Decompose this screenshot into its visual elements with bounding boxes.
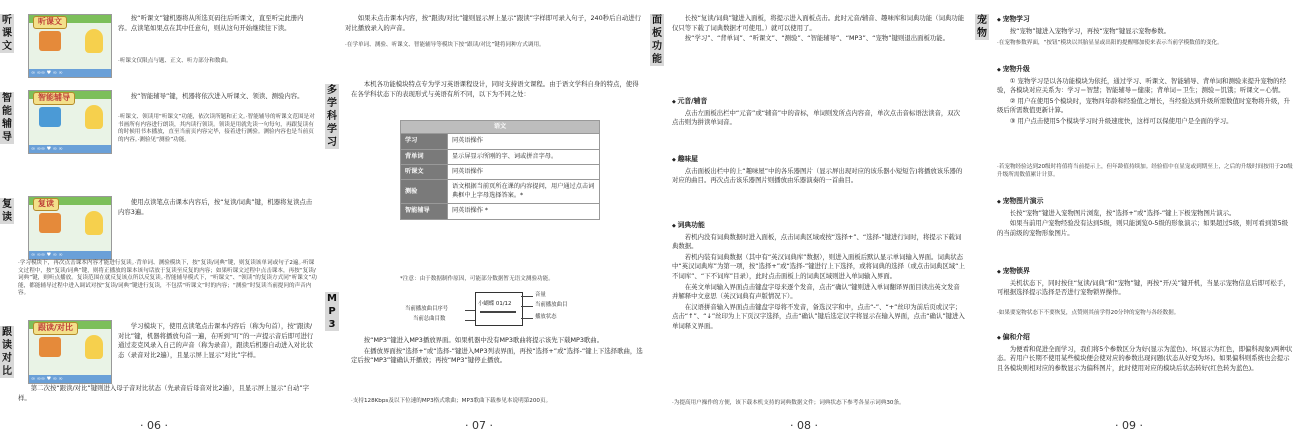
- section-fun-house: ◆ 趣味屋 点击面板出栏中的上“趣味屋”中的各乐器图片（显示屏出现对应的该乐器小短短告)将播放该乐器的对应的曲目。再次点击该乐器图片则播放由乐器演奏的一首曲目。: [672, 152, 966, 187]
- dictionary-note: ·为提高用户操作的方便，该下载本机支持的词典数据文件；词典状态下参考各显示词典30条。: [672, 400, 905, 406]
- follow-intro-note: ·在学单词、测验、听课文、智能辅导等模块下按“跟读/对比”键将同种方式调用。: [345, 42, 545, 48]
- page-number: · 06 ·: [140, 419, 168, 433]
- section-pet-lock: ◆ 宠物锁界 关机状态下，同时按住“复读/词典”和“宠物”键，再按“开/关”键开机，当显示宠物信息后即可松手，可根据选择提示选择是否进行宠物锁界操作。: [997, 264, 1293, 299]
- chinese-mode-table: [400, 120, 600, 220]
- section-tab-smart-tutor: 智 能 辅 导: [2, 93, 12, 143]
- section-tab-listen: 听 课 文: [2, 15, 12, 52]
- mp3-label-volume: 音量: [535, 292, 546, 298]
- listen-body: 按“听课文”键机器将从所选页码往后听课文，直至听完此册内容。点读笔如果点在其中任意句，则从这句开始继续往下读。: [118, 14, 304, 32]
- table-row: 智能辅导 同英语操作 *: [401, 204, 600, 219]
- pet-lock-note: ·如果要宠物状态下不要恢复，点赞则其前学得20分钟的宠物与各经数据。: [997, 310, 1180, 316]
- section-pet-learning: ◆ 宠物学习 按“宠物”键进入宠物学习，再按“宠物”键显示宠物参数。: [997, 12, 1293, 37]
- screen-illustration-smart-tutor: 智能辅导 ∞ ∞∞ ♥ ∞ ∞: [28, 90, 112, 154]
- mp3-body: 按“MP3”键进入MP3播放界面。如果机器中没有MP3歌曲将提示该先下载MP3歌曲。 在播放界面按“选择+”或“选择-”键进入MP3列表界面，再按“选择+”或“选择-”键上下选择歌曲，选定后按“MP3”键确认开播放；再按“MP3”键停止播放。: [351, 336, 643, 365]
- follow-compare-body: 学习模块下，使用点读笔点击课本内容后（称为句首），按“跟读/对比”键，机器将播放句首一遍，在听到“叮”的一声提示音后即可进行通过麦克风录入自己的声音（称为录音），跟读后机器自动进入对比状态（录音对比2遍），且显示屏上显示“对比”字样。: [118, 322, 314, 359]
- mp3-screen-diagram: 小蝴蝶 01/12: [475, 292, 523, 326]
- section-pet-pictures: ◆ 宠物图片演示 长按“宠物”键进入宠物图片浏览，按“选择+”或“选择-”键上下极宠物图片演示。 如果当前用户宠物经验没有达到5级，则只能浏览0-5级的形象演示；如果超过5级，则可看到第5级的当前级的宠物形象图片。: [997, 194, 1293, 239]
- page-06: [0, 0, 322, 442]
- listen-note: ·听课文仅限点与题、正文、听力部分和数曲。: [118, 58, 232, 64]
- table-row: 听课文 同英语操作: [401, 165, 600, 180]
- page-number: · 07 ·: [465, 419, 493, 433]
- smart-tutor-note: ·听课文、领读用“听课文”功能，依次读所题和正文。·智能辅导的听课文范围是对书画所有内容进行朗读，其内读行领读。领读是用就先读一句每句，再跟复读有的时候用书本播放，直至当前页内容完毕，接着进行测验。测验内容也是当前页的内容。·测验见“测验”功能。: [118, 114, 315, 143]
- mp3-label-state: 播放状态: [535, 314, 557, 320]
- screen-illustration-listen: 听课文 ∞ ∞∞ ♥ ∞ ∞: [28, 14, 112, 78]
- screen-illustration-repeat: 复读 ∞ ∞∞ ♥ ∞ ∞: [28, 196, 112, 260]
- section-tab-mp3: M P 3: [325, 292, 339, 331]
- section-dictionary: ◆ 词典功能 若机内没有词典数据时进入面板，点击词典区域或按“选择+”、“选择-”键进行词时，将提示下载词典数据。 若机内装有词典数据（其中有“英汉词典库”数据），则进入面板后默认显示单词输入界面。词典状态中“英汉词典库”为第一项，按“选择+”或“选择-”键进行上下选择，或将词典的选择（或点击词典区域“上不词库”、“下不词库”目录），此时点击面板上的词典区域则进入单词输入界面。 在英文单词输入界面点击键盘字母来逐个发音，点击“确认”键则进入单词翻译界面目读出英文发音并解释中文意思（英汉词典有声版情况下）。 在汉语拼音输入界面点击键盘字母将不发音，备选汉字和中，点击“-”、“+”丝印为前后页或汉字；点击“↑”、“↓”丝印为上下页汉字选择，点击“确认”键后选定汉字将显示在输入界面，点击“确认”键进入单词释义界面。: [672, 218, 966, 333]
- follow-compare-body-2: 第二次按“跟读/对比”键则进入母子音对比状态（先录音后母音对比2遍），且显示屏上显示“自动”字样。: [18, 384, 310, 402]
- page-number: · 09 ·: [1115, 419, 1143, 433]
- section-tab-panel: 面 板 功 能: [652, 15, 662, 65]
- pet-learning-note: ·在宠物参数界面，“按钮”模块以其胎显显或出阳的提醒哪加使来表示当前学模数值的变化。: [997, 40, 1223, 46]
- mp3-label-total: 当前总曲目数: [413, 316, 446, 322]
- mp3-label-index: 当前播放曲目序号: [405, 306, 449, 312]
- section-vowels: ◆ 元音/辅音 点击左面板出栏中“元音”或“辅音”中的音标，单词则发所点内容音，单次点击音标语法读音，双次点击则为拼读单词音。: [672, 94, 966, 129]
- follow-intro: 如果未点击课本内容，按“跟读/对比”键则显示屏上显示“跟读”字样即可录入句子，240秒后自动进行对比播放录入的声音。: [345, 14, 642, 32]
- page-09: [975, 0, 1298, 442]
- screen-illustration-follow-compare: 跟读/对比 ∞ ∞∞ ♥ ∞ ∞: [28, 320, 112, 384]
- section-pet-upgrade: ◆ 宠物升级 ① 宠物学习是以各功能模块为依托，通过学习、听课文、智能辅导、背单词和测验来提升宠物的经验，各模块对应关系为：学习＝智慧；智能辅导＝健康；背单词＝卫生；测验＝饥饿；听课文＝心情。 ② 用户在使用5个模块时，宠物四年龄和经验值之增长，当经验达到升级所需数值时宠物将升级，升级后所需数值更新计算。 ③ 用户点击使用5个模块学习时升级速度快，这样可以保使用户是全面的学习。: [997, 62, 1293, 128]
- mp3-note: ·支持128Kbps及以下位速的MP3格式歌曲；MP3歌曲下载参见本说明第200页。: [351, 398, 552, 404]
- section-tab-follow-compare: 跟 读 对 比: [2, 327, 12, 377]
- table-row: 学习 同英语操作: [401, 134, 600, 149]
- multi-subject-body: 本机各功能模块特点专为学习英语课程设计，同时支持语文课程。由于语文学科自身的特点，使得在各学科状态下的表现形式与英语有所不同，以下为不同之处：: [351, 80, 639, 98]
- page-number: · 08 ·: [790, 419, 818, 433]
- panel-intro: 长按“复读/词典”键进入面板，将提示进入面板点击。此时元音/辅音、趣味库和词典功能（词典功能仅只等下载了词典数据才可使用。）就可以使用了。 按“学习”、“背单词”、“听课文”、“测验”、“智能辅导”、“MP3”、“宠物”键则退出面板功能。: [672, 14, 965, 43]
- page-07: [325, 0, 648, 442]
- table-row: 测验 语文根据当前页所在课的内容提问，用户通过点击词典框中上字母选择答案。*: [401, 180, 600, 204]
- table-row: 背单词 显示屏显示所刚的字、词或拼音字母。: [401, 149, 600, 164]
- section-tab-multi-subject: 多 学 科 学 习: [327, 85, 337, 148]
- table-header: 语文: [401, 121, 600, 134]
- section-partial: ◆ 偏和介绍 为便看和促进全面学习，我们将5个参数区分为好(显示为蓝色)、坏(显示为红色，即偏科现象)两种状态。若用户长期不使用某些模块便会使对应的参数出现问题(状态从好变为坏)。如果偏科则系统也会提示且各模块则相对应的参数显示为偏科图片，此时使用对应的模块后状态转好(红色转为蓝色)。: [997, 330, 1293, 374]
- section-tab-pet: 宠 物: [977, 15, 987, 39]
- pet-upgrade-note: ·若宠物经验达到20级时将值将当前提示上，但年龄值持续加。经验值中在显宠或到期至上，之后的升级时间按用于20级升级所需数值累计计算。: [997, 164, 1293, 178]
- repeat-body: 使用点读笔点击课本内容后，按“复读/词典”键，机器将复读点击内容3遍。: [118, 198, 313, 216]
- page-08: [650, 0, 972, 442]
- repeat-note: ·学习模块下，再次点击课本内容才能进行复读。·背单词、测验模块下，按“复读/词典”键，则复读该单词或句子2遍。·听课文过程中，按“复读/词典”键，则将正播放的课本该句话放于复读至反复的内容；如果听课文过程中点击课本，再按“复读/词典”键，则听点播放。复读范围在就反复该点所以反复读。·智能辅导模式下，“听课文”、“领读”的复读方式同“听课文”功能，都能辅导过程中进入调试对按“复读/词典”键进行复读，不包括“听课文”时的内容；“测验”时复读当前提问的声音内容。: [18, 260, 317, 297]
- mp3-label-current: 当前播放曲目: [535, 302, 568, 308]
- smart-tutor-body: 按“智能辅导”键，机器将依次进入听课文、领读、测验内容。: [130, 92, 304, 100]
- section-tab-repeat: 复 读: [2, 199, 12, 223]
- table-note: *注意：由于数据制作原因，可能部分数据暂无语文测验功能。: [400, 276, 554, 282]
